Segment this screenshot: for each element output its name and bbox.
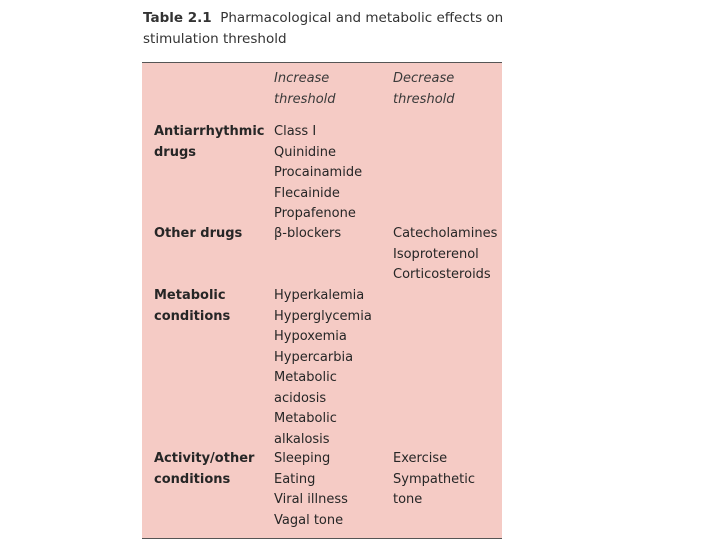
increase-item: Propafenone	[274, 206, 356, 221]
increase-item: Eating	[274, 471, 316, 487]
increase-item: Hyperglycemia	[274, 308, 372, 324]
increase-cell	[274, 286, 392, 450]
row-label-line: drugs	[154, 144, 197, 160]
row-label-line: Other drugs	[154, 226, 243, 241]
row-label-line: conditions	[154, 308, 231, 324]
header-decrease	[393, 69, 501, 110]
increase-item: acidosis	[274, 390, 327, 406]
decrease-item: Catecholamines	[393, 226, 498, 241]
row-label	[154, 122, 272, 163]
increase-cell	[274, 449, 392, 531]
decrease-item: Isoproterenol	[393, 246, 479, 262]
row-label-line: conditions	[154, 471, 231, 487]
increase-item: Hyperkalemia	[274, 288, 365, 303]
row-label-line: Metabolic	[154, 288, 226, 303]
header-decrease-line-2: threshold	[393, 91, 455, 107]
increase-item: β-blockers	[274, 226, 342, 241]
increase-item: Metabolic	[274, 370, 337, 385]
header-increase	[274, 69, 392, 110]
table-caption	[143, 8, 563, 50]
decrease-cell	[393, 449, 501, 511]
caption-line-1	[143, 8, 563, 29]
increase-item: Vagal tone	[274, 512, 344, 528]
decrease-item: tone	[393, 492, 423, 507]
caption-title-1: Pharmacological and metabolic effects on	[220, 10, 504, 26]
increase-item: Hypoxemia	[274, 329, 347, 344]
decrease-cell	[393, 224, 501, 286]
decrease-item: Sympathetic	[393, 471, 476, 487]
increase-item: Procainamide	[274, 165, 363, 180]
increase-item: Hypercarbia	[274, 349, 354, 365]
header-decrease-line-1: Decrease	[393, 71, 455, 86]
decrease-item: Corticosteroids	[393, 267, 491, 282]
decrease-item: Exercise	[393, 451, 448, 466]
increase-cell	[274, 224, 392, 245]
row-label	[154, 286, 272, 327]
row-label-line: Activity/other	[154, 451, 255, 466]
increase-item: Quinidine	[274, 144, 337, 160]
row-label	[154, 224, 272, 245]
threshold-table	[142, 62, 502, 539]
row-label	[154, 449, 272, 490]
row-label-line: Antiarrhythmic	[154, 124, 265, 139]
increase-item: alkalosis	[274, 431, 330, 447]
increase-cell	[274, 122, 392, 225]
table-number: Table 2.1	[143, 10, 212, 26]
header-increase-line-2: threshold	[274, 91, 336, 107]
caption-title-2: stimulation threshold	[143, 31, 287, 47]
increase-item: Viral illness	[274, 492, 348, 507]
header-increase-line-1: Increase	[274, 71, 330, 86]
increase-item: Sleeping	[274, 451, 331, 466]
increase-item: Flecainide	[274, 185, 340, 201]
increase-item: Class I	[274, 124, 317, 139]
increase-item: Metabolic	[274, 411, 337, 426]
